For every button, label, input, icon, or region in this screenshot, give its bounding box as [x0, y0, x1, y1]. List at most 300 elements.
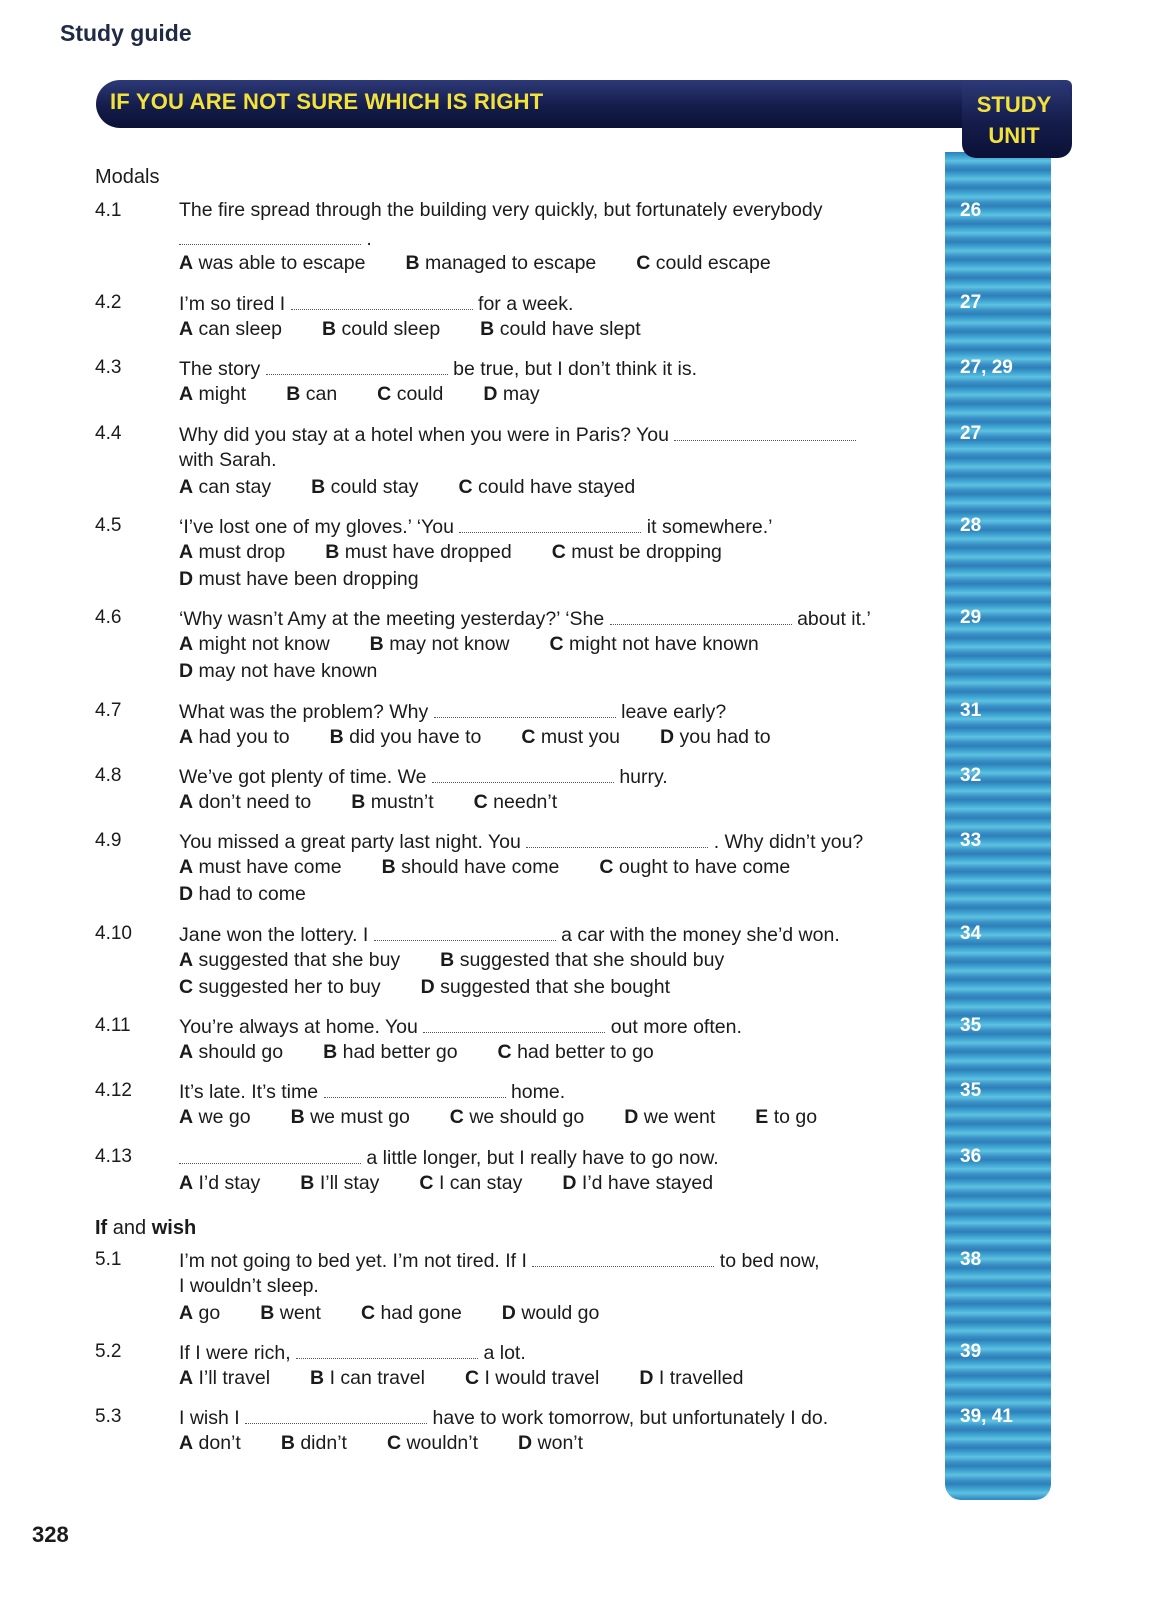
question-number: 4.12 [95, 1080, 132, 1101]
option-text: may not have known [198, 660, 378, 682]
option-text: must drop [198, 541, 286, 563]
option-letter: C [449, 1106, 464, 1128]
question-stem: I wish I [179, 1407, 240, 1429]
study-unit-ref: 27 [960, 292, 982, 313]
answer-option [639, 1367, 743, 1390]
study-unit-ref: 27, 29 [960, 357, 1013, 378]
option-text: I can stay [438, 1172, 523, 1194]
option-letter: A [179, 1172, 194, 1194]
question-number: 4.2 [95, 292, 122, 313]
banner-title: IF YOU ARE NOT SURE WHICH IS RIGHT [110, 89, 544, 114]
answer-option [291, 1106, 410, 1129]
question-tail: be true, but I don’t think it is. [453, 358, 698, 380]
question-number: 4.1 [95, 200, 122, 221]
option-text: might not have known [569, 633, 759, 655]
question-number: 4.10 [95, 923, 132, 944]
option-letter: B [440, 949, 455, 971]
answer-blank [324, 1079, 506, 1098]
answer-option [550, 633, 759, 656]
question-stem: We’ve got plenty of time. We [179, 766, 427, 788]
answer-option [179, 1367, 270, 1390]
option-text: could sleep [341, 318, 441, 340]
study-unit-ref: 32 [960, 765, 982, 786]
option-letter: D [518, 1432, 533, 1454]
question-number: 5.1 [95, 1249, 122, 1270]
question-stem: The story [179, 358, 261, 380]
option-text: had better go [342, 1041, 458, 1063]
option-letter: A [179, 541, 194, 563]
question-number: 5.3 [95, 1406, 122, 1427]
answer-option [179, 568, 419, 591]
answer-options [179, 660, 417, 683]
option-letter: C [636, 252, 651, 274]
answer-blank [291, 291, 473, 310]
option-letter: D [179, 883, 194, 905]
option-text: can stay [198, 476, 272, 498]
answer-option [281, 1432, 347, 1455]
answer-options [179, 726, 811, 749]
option-text: needn’t [493, 791, 558, 813]
question-tail: a lot. [483, 1342, 526, 1364]
option-letter: B [369, 633, 384, 655]
option-text: must have dropped [344, 541, 512, 563]
answer-option [179, 1302, 220, 1325]
option-letter: A [179, 252, 194, 274]
answer-option [405, 252, 596, 275]
option-letter: D [179, 660, 194, 682]
answer-option [458, 476, 635, 499]
question-text [179, 1405, 828, 1430]
answer-option [483, 383, 539, 406]
option-letter: B [323, 1041, 338, 1063]
option-letter: B [329, 726, 344, 748]
study-unit-column [945, 152, 1051, 1500]
question-number: 4.13 [95, 1146, 132, 1167]
answer-option [377, 383, 443, 406]
question-stem: ‘Why wasn’t Amy at the meeting yesterday?’ ‘She [179, 608, 605, 630]
question-text [179, 1014, 742, 1039]
answer-option [552, 541, 722, 564]
answer-option [387, 1432, 478, 1455]
answer-option [179, 791, 311, 814]
answer-options [179, 633, 799, 656]
option-letter: A [179, 633, 194, 655]
answer-options [179, 1432, 623, 1455]
study-unit-ref: 34 [960, 923, 982, 944]
answer-option [179, 726, 290, 749]
option-letter: D [501, 1302, 516, 1324]
option-text: did you have to [349, 726, 482, 748]
study-label: STUDY [976, 92, 1052, 117]
question-text [179, 199, 823, 222]
option-letter: D [639, 1367, 654, 1389]
question-stem: If I were rich, [179, 1342, 291, 1364]
answer-option [419, 1172, 522, 1195]
answer-option [179, 856, 342, 879]
option-text: could have stayed [477, 476, 636, 498]
answer-option [179, 949, 400, 972]
answer-option [480, 318, 640, 341]
option-text: I would travel [484, 1367, 600, 1389]
question-tail: . [366, 228, 372, 250]
option-letter: A [179, 726, 194, 748]
question-number: 4.9 [95, 830, 122, 851]
answer-option [260, 1302, 321, 1325]
option-text: might not know [198, 633, 330, 655]
answer-option [465, 1367, 599, 1390]
answer-blank [296, 1340, 478, 1359]
answer-option [179, 252, 365, 275]
answer-option [325, 541, 511, 564]
study-unit-ref: 26 [960, 200, 982, 221]
answer-option [311, 476, 418, 499]
option-text: we went [643, 1106, 716, 1128]
answer-option [636, 252, 770, 275]
question-stem: You missed a great party last night. You [179, 831, 521, 853]
answer-option [502, 1302, 600, 1325]
option-letter: D [660, 726, 675, 748]
question-text [179, 764, 668, 789]
answer-option [440, 949, 724, 972]
study-unit-ref: 38 [960, 1249, 982, 1270]
option-text: suggested that she should buy [459, 949, 725, 971]
answer-blank [526, 829, 708, 848]
option-letter: C [458, 476, 473, 498]
answer-option [323, 1041, 457, 1064]
section-heading-modals: Modals [95, 166, 160, 188]
option-text: won’t [537, 1432, 584, 1454]
answer-options [179, 1106, 857, 1129]
option-letter: B [381, 856, 396, 878]
question-text-cont: I wouldn’t sleep. [179, 1275, 319, 1297]
answer-options [179, 856, 830, 879]
question-number: 4.4 [95, 423, 122, 444]
question-text [179, 922, 840, 947]
option-letter: D [483, 383, 498, 405]
option-text: suggested her to buy [198, 976, 381, 998]
if-word: If [95, 1217, 108, 1239]
question-stem: The fire spread through the building very quickly, but fortunately everybody [179, 199, 823, 221]
page-number: 328 [32, 1522, 69, 1547]
answer-blank [374, 922, 556, 941]
option-text: I’ll stay [319, 1172, 380, 1194]
answer-blank [432, 764, 614, 783]
option-letter: C [521, 726, 536, 748]
question-number: 4.6 [95, 607, 122, 628]
option-letter: C [473, 791, 488, 813]
page-header: Study guide [60, 20, 192, 46]
study-unit-ref: 33 [960, 830, 982, 851]
option-letter: B [311, 476, 326, 498]
option-text: could stay [330, 476, 419, 498]
option-letter: A [179, 1041, 194, 1063]
option-letter: D [179, 568, 194, 590]
answer-option [382, 856, 560, 879]
question-text [179, 1079, 565, 1104]
option-letter: C [360, 1302, 376, 1324]
answer-options [179, 976, 710, 999]
option-text: to go [773, 1106, 818, 1128]
answer-options [179, 383, 580, 406]
answer-options [179, 252, 811, 275]
unit-label: UNIT [988, 123, 1040, 148]
study-unit-ref: 39 [960, 1341, 982, 1362]
option-letter: A [179, 1302, 194, 1324]
option-text: must have been dropping [198, 568, 419, 590]
answer-option [624, 1106, 715, 1129]
answer-options [179, 1172, 753, 1195]
option-text: was able to escape [198, 252, 366, 274]
study-unit-ref: 35 [960, 1015, 982, 1036]
option-letter: B [322, 318, 337, 340]
option-letter: A [179, 1432, 194, 1454]
option-letter: A [179, 1367, 194, 1389]
answer-option [179, 1432, 241, 1455]
answer-option [179, 633, 330, 656]
option-text: would go [521, 1302, 600, 1324]
answer-blank [674, 422, 856, 441]
option-text: mustn’t [370, 791, 434, 813]
question-tail: home. [510, 1081, 566, 1103]
answer-option [521, 726, 620, 749]
question-text [179, 1340, 526, 1365]
study-unit-header-text [962, 89, 1066, 151]
option-text: I’d stay [198, 1172, 261, 1194]
question-stem: Why did you stay at a hotel when you were in Paris? You [179, 424, 669, 446]
answer-option [370, 633, 510, 656]
answer-option [361, 1302, 462, 1325]
option-text: should go [198, 1041, 284, 1063]
option-text: we should go [469, 1106, 585, 1128]
option-letter: A [179, 791, 194, 813]
option-letter: B [310, 1367, 325, 1389]
answer-blank [179, 1145, 361, 1164]
answer-option [179, 541, 285, 564]
option-text: suggested that she bought [440, 976, 671, 998]
answer-options [179, 1367, 783, 1390]
answer-option [179, 383, 246, 406]
option-text: you had to [679, 726, 771, 748]
question-text-cont [179, 226, 372, 251]
answer-options [179, 791, 597, 814]
answer-option [179, 883, 306, 906]
question-number: 4.5 [95, 515, 122, 536]
option-text: don’t need to [198, 791, 312, 813]
option-text: can sleep [198, 318, 282, 340]
study-unit-ref: 29 [960, 607, 982, 628]
answer-blank [245, 1405, 427, 1424]
answer-option [179, 1106, 251, 1129]
answer-option [474, 791, 558, 814]
and-word: and [112, 1217, 147, 1239]
option-letter: C [464, 1367, 480, 1389]
option-text: I’ll travel [198, 1367, 271, 1389]
question-text [179, 356, 697, 381]
answer-option [310, 1367, 425, 1390]
answer-option [755, 1106, 817, 1129]
option-letter: C [551, 541, 566, 563]
option-letter: B [280, 1432, 295, 1454]
question-number: 4.7 [95, 700, 122, 721]
option-text: go [198, 1302, 221, 1324]
option-letter: D [562, 1172, 577, 1194]
answer-blank [459, 514, 641, 533]
study-unit-ref: 28 [960, 515, 982, 536]
option-letter: C [386, 1432, 402, 1454]
option-text: might [198, 383, 247, 405]
question-tail: . Why didn’t you? [713, 831, 864, 853]
study-unit-ref: 35 [960, 1080, 982, 1101]
option-text: suggested that she buy [198, 949, 401, 971]
question-text [179, 291, 573, 316]
study-unit-ref: 31 [960, 700, 982, 721]
option-letter: B [405, 252, 420, 274]
question-text [179, 606, 871, 631]
option-letter: B [351, 791, 366, 813]
answer-option [179, 1172, 260, 1195]
question-stem: What was the problem? Why [179, 701, 429, 723]
option-letter: A [179, 318, 194, 340]
answer-options [179, 476, 675, 499]
question-number: 4.8 [95, 765, 122, 786]
answer-blank [423, 1014, 605, 1033]
option-letter: C [419, 1172, 434, 1194]
option-letter: A [179, 1106, 194, 1128]
option-letter: E [755, 1106, 769, 1128]
answer-blank [266, 356, 448, 375]
option-text: went [279, 1302, 321, 1324]
answer-options [179, 541, 762, 564]
wish-word: wish [151, 1217, 197, 1239]
answer-option [179, 660, 377, 683]
answer-blank [179, 226, 361, 245]
question-tail: a car with the money she’d won. [561, 924, 840, 946]
question-tail: for a week. [478, 293, 574, 315]
option-letter: A [179, 949, 194, 971]
answer-blank [434, 699, 616, 718]
answer-option [179, 318, 282, 341]
option-text: we must go [310, 1106, 410, 1128]
question-text [179, 1145, 719, 1170]
answer-options [179, 949, 764, 972]
option-text: didn’t [300, 1432, 347, 1454]
question-tail: hurry. [619, 766, 668, 788]
answer-option [450, 1106, 584, 1129]
option-text: must you [540, 726, 621, 748]
option-text: managed to escape [424, 252, 597, 274]
option-text: may not know [389, 633, 510, 655]
answer-option [562, 1172, 713, 1195]
section-heading-if-wish [95, 1217, 196, 1240]
question-text [179, 514, 773, 539]
option-text: don’t [198, 1432, 241, 1454]
answer-blank [610, 606, 792, 625]
option-text: had gone [380, 1302, 462, 1324]
study-unit-ref: 27 [960, 423, 982, 444]
answer-option [286, 383, 337, 406]
answer-option [421, 976, 670, 999]
answer-option [179, 476, 271, 499]
option-text: had better to go [517, 1041, 654, 1063]
option-text: I’d have stayed [581, 1172, 714, 1194]
option-letter: A [179, 476, 194, 498]
option-letter: C [179, 976, 194, 998]
answer-option [498, 1041, 654, 1064]
question-stem: I’m not going to bed yet. I’m not tired. If I [179, 1250, 527, 1272]
option-text: must have come [198, 856, 342, 878]
question-stem: You’re always at home. You [179, 1016, 418, 1038]
answer-options [179, 1302, 639, 1325]
question-tail: leave early? [621, 701, 727, 723]
option-text: had you to [198, 726, 290, 748]
question-number: 5.2 [95, 1341, 122, 1362]
question-text [179, 422, 856, 447]
option-letter: C [599, 856, 614, 878]
answer-options [179, 318, 681, 341]
option-letter: A [179, 383, 194, 405]
option-text: I travelled [658, 1367, 744, 1389]
option-text: can [305, 383, 338, 405]
question-tail: have to work tomorrow, but unfortunately I do. [432, 1407, 829, 1429]
option-text: ought to have come [618, 856, 791, 878]
option-text: may [502, 383, 540, 405]
answer-option [351, 791, 433, 814]
question-stem: ‘I’ve lost one of my gloves.’ ‘You [179, 516, 454, 538]
answer-blank [532, 1248, 714, 1267]
answer-option [599, 856, 790, 879]
question-text [179, 699, 726, 724]
option-letter: D [420, 976, 435, 998]
option-text: could have slept [499, 318, 641, 340]
question-stem: It’s late. It’s time [179, 1081, 319, 1103]
question-tail: to bed now, [719, 1250, 820, 1272]
option-text: should have come [401, 856, 560, 878]
answer-option [330, 726, 482, 749]
option-text: had to come [198, 883, 306, 905]
question-text [179, 829, 863, 854]
option-text: could [396, 383, 444, 405]
option-letter: B [480, 318, 495, 340]
answer-option [179, 976, 381, 999]
answer-option [518, 1432, 583, 1455]
option-letter: A [179, 856, 194, 878]
question-number: 4.11 [95, 1015, 131, 1036]
option-text: we go [198, 1106, 251, 1128]
answer-option [300, 1172, 379, 1195]
option-letter: C [497, 1041, 512, 1063]
study-unit-ref: 39, 41 [960, 1406, 1013, 1427]
option-letter: B [300, 1172, 315, 1194]
answer-options [179, 883, 346, 906]
question-tail: a little longer, but I really have to go now. [366, 1147, 719, 1169]
answer-options [179, 568, 459, 591]
answer-option [660, 726, 771, 749]
question-text [179, 1248, 820, 1273]
option-letter: B [260, 1302, 275, 1324]
option-text: could escape [655, 252, 771, 274]
question-tail: out more often. [610, 1016, 742, 1038]
answer-options [179, 1041, 694, 1064]
question-tail: about it.’ [797, 608, 871, 630]
option-letter: D [624, 1106, 639, 1128]
study-unit-ref: 36 [960, 1146, 982, 1167]
option-text: I can travel [329, 1367, 425, 1389]
option-text: wouldn’t [406, 1432, 479, 1454]
question-tail: it somewhere.’ [646, 516, 773, 538]
option-letter: B [325, 541, 340, 563]
answer-option [322, 318, 440, 341]
option-text: must be dropping [571, 541, 722, 563]
